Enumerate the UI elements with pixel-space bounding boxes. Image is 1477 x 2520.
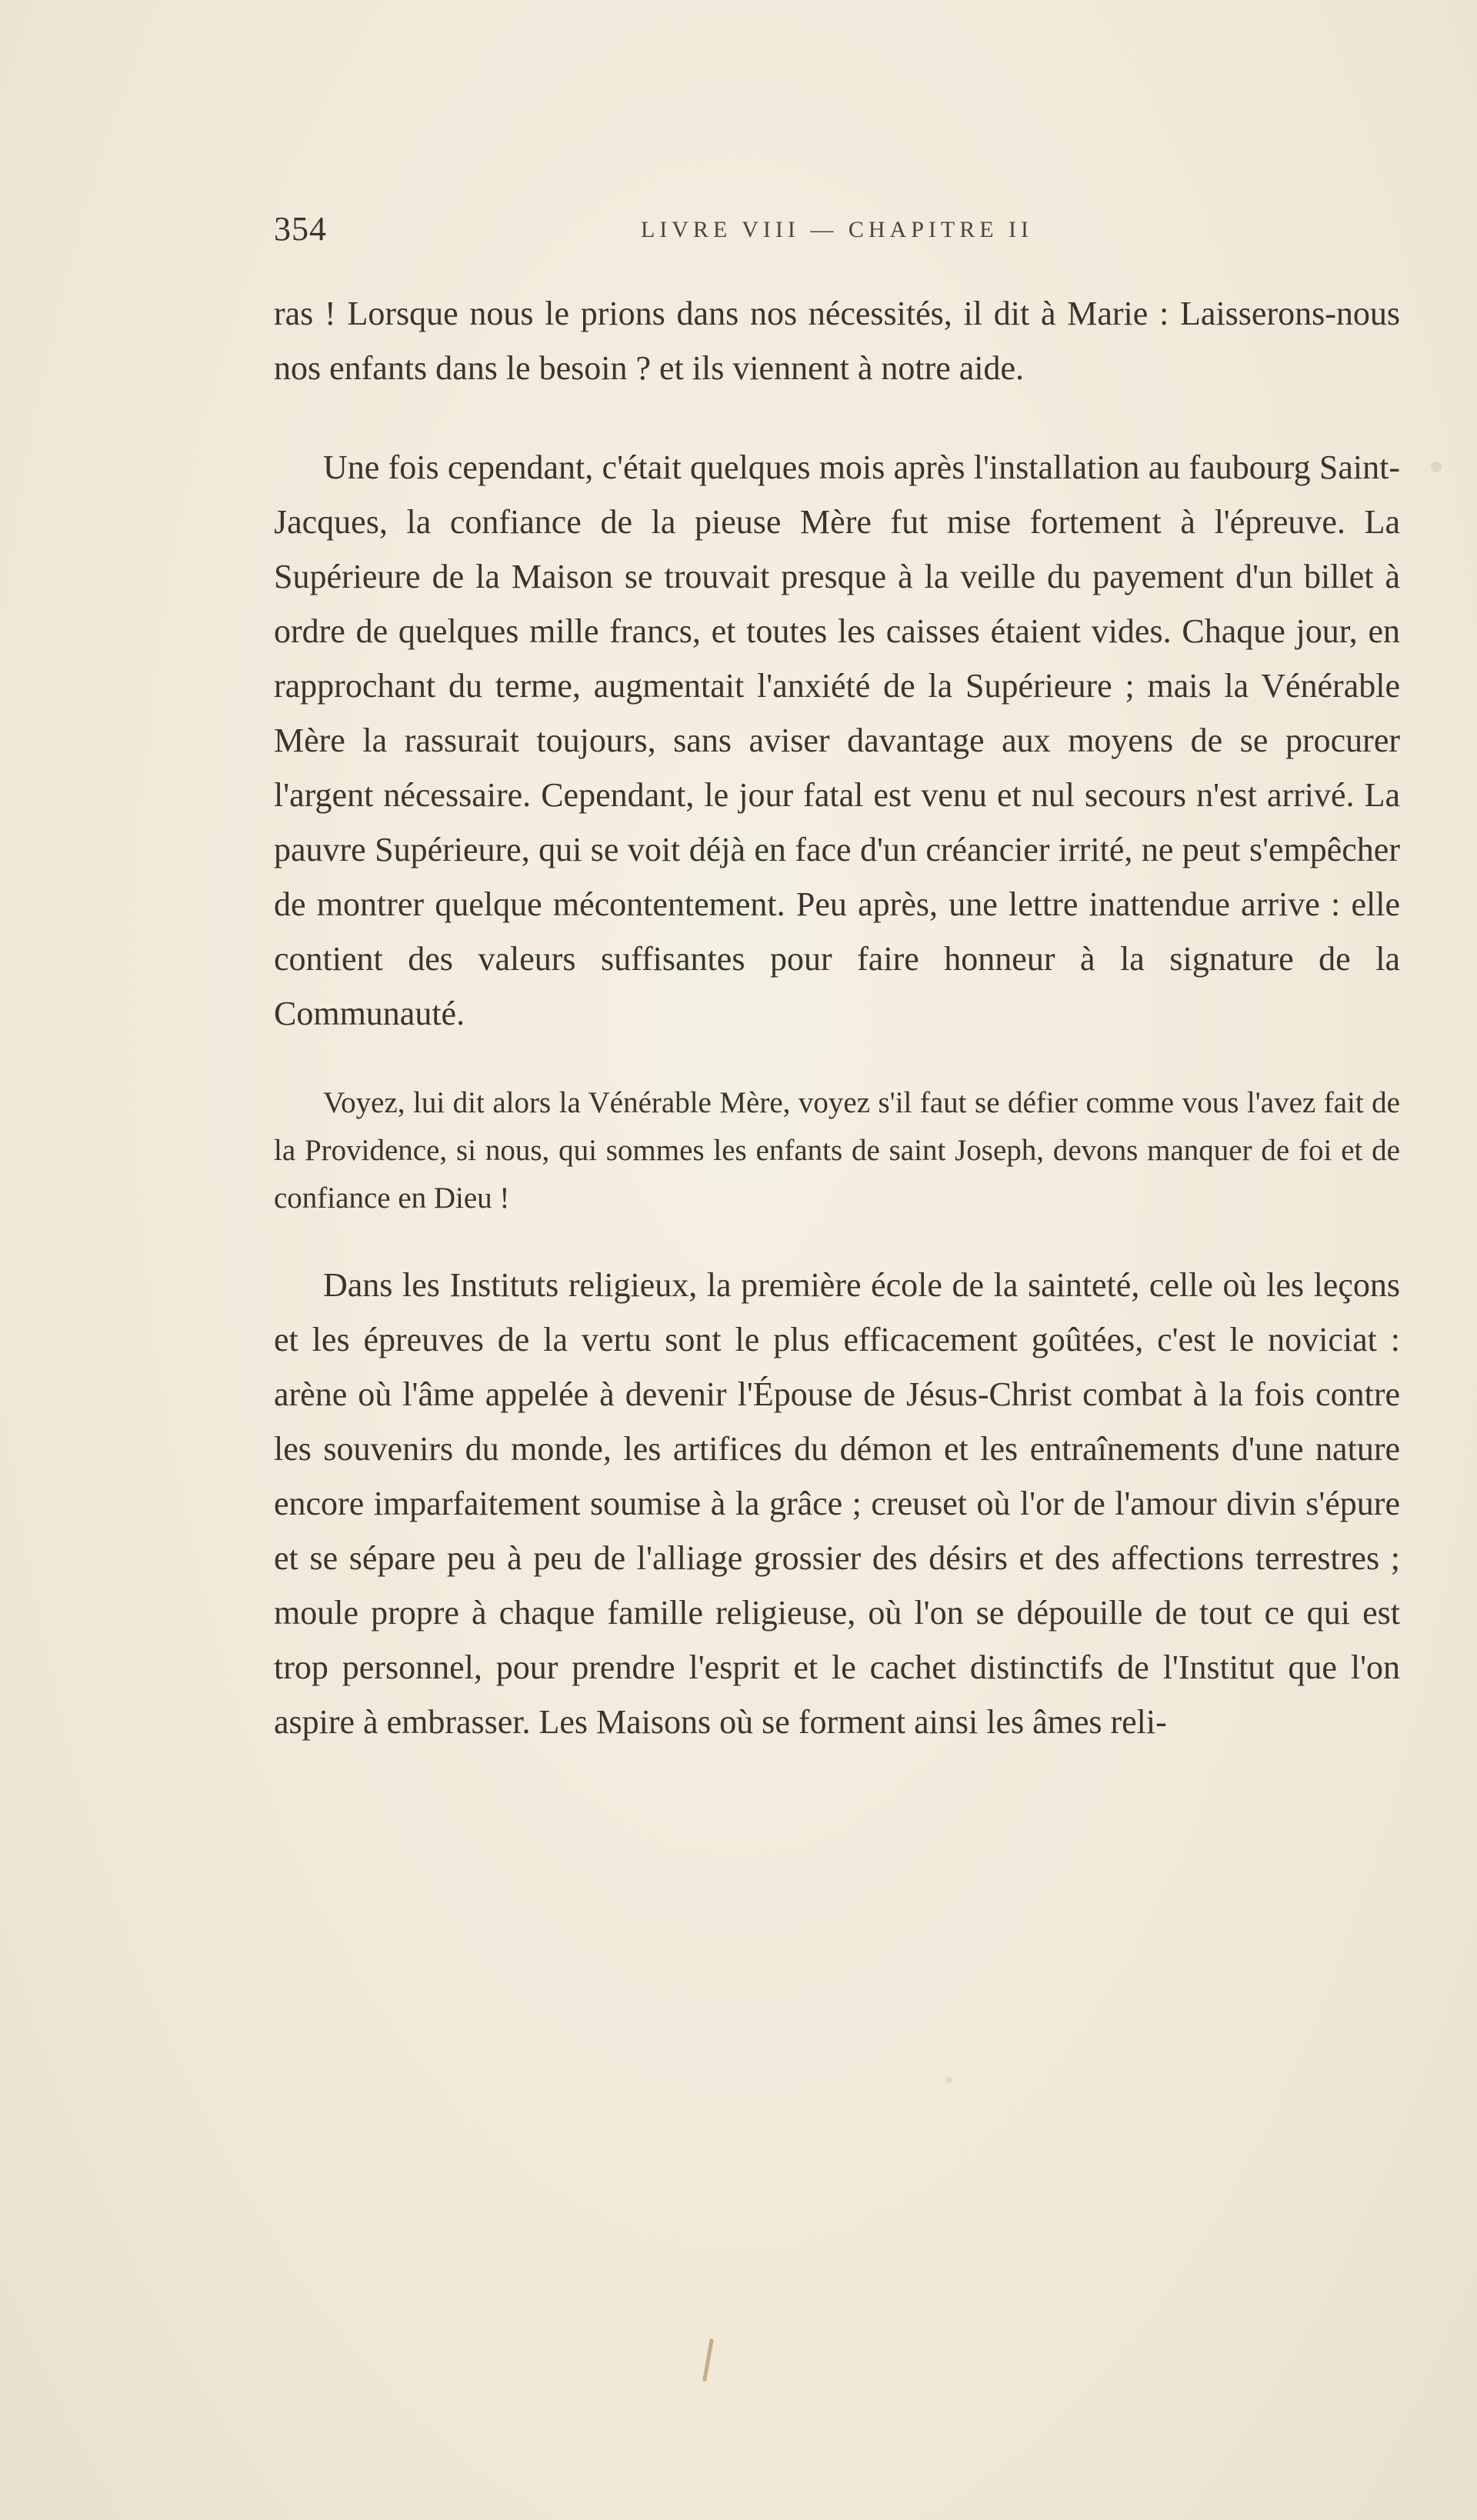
page-number: 354 xyxy=(274,210,327,248)
paragraph-2: Une fois cependant, c'était quelques mois après l'installation au faubourg Saint-Jacques, la confiance de la pieuse Mère fut mise fortement à l'épreuve. La Supérieure de la Maison se trouvait presque à la veille du payement d'un billet à ordre de quelques mille francs, et toutes les caisses étaient vides. Chaque jour, en rapprochant du terme, augmentait l'anxiété de la Supérieure ; mais la Vénérable Mère la rassurait toujours, sans aviser davantage aux moyens de se procurer l'argent nécessaire. Cependant, le jour fatal est venu et nul secours n'est arrivé. La pauvre Supérieure, qui se voit déjà en face d'un créancier irrité, ne peut s'empêcher de montrer quelque mécontentement. Peu après, une lettre inattendue arrive : elle contient des valeurs suffisantes pour faire honneur à la signature de la Communauté. xyxy=(274,448,1400,1032)
ink-mark xyxy=(702,2338,714,2382)
text-block xyxy=(274,286,1400,1749)
running-head xyxy=(274,209,1400,255)
paragraph-4: Dans les Instituts religieux, la première école de la sainteté, celle où les leçons et les épreuves de la vertu sont le plus efficacement goûtées, c'est le noviciat : arène où l'âme appelée à devenir l'Épouse de Jésus-Christ combat à la fois contre les souvenirs du monde, les artifices du démon et les entraînements d'une nature encore imparfaitement soumise à la grâce ; creuset où l'or de l'amour divin s'épure et se sépare peu à peu de l'alliage grossier des désirs et des affections terrestres ; moule propre à chaque famille religieuse, où l'on se dépouille de tout ce qui est trop personnel, pour prendre l'esprit et le cachet distinctifs de l'Institut que l'on aspire à embrasser. Les Maisons où se forment ainsi les âmes reli- xyxy=(274,1266,1400,1741)
foxing-spot xyxy=(946,2077,952,2083)
paragraph-1: ras ! Lorsque nous le prions dans nos nécessités, il dit à Marie : Laisserons-nous nos enfants dans le besoin ? et ils viennent à notre aide. xyxy=(274,295,1400,387)
paragraph-3-quote: Voyez, lui dit alors la Vénérable Mère, voyez s'il faut se défier comme vous l'avez fait de la Providence, si nous, qui sommes les enfants de saint Joseph, devons manquer de foi et de confiance en Dieu ! xyxy=(274,1086,1400,1215)
chapter-heading: LIVRE VIII — CHAPITRE II xyxy=(640,217,1034,242)
foxing-spot xyxy=(1431,462,1442,472)
